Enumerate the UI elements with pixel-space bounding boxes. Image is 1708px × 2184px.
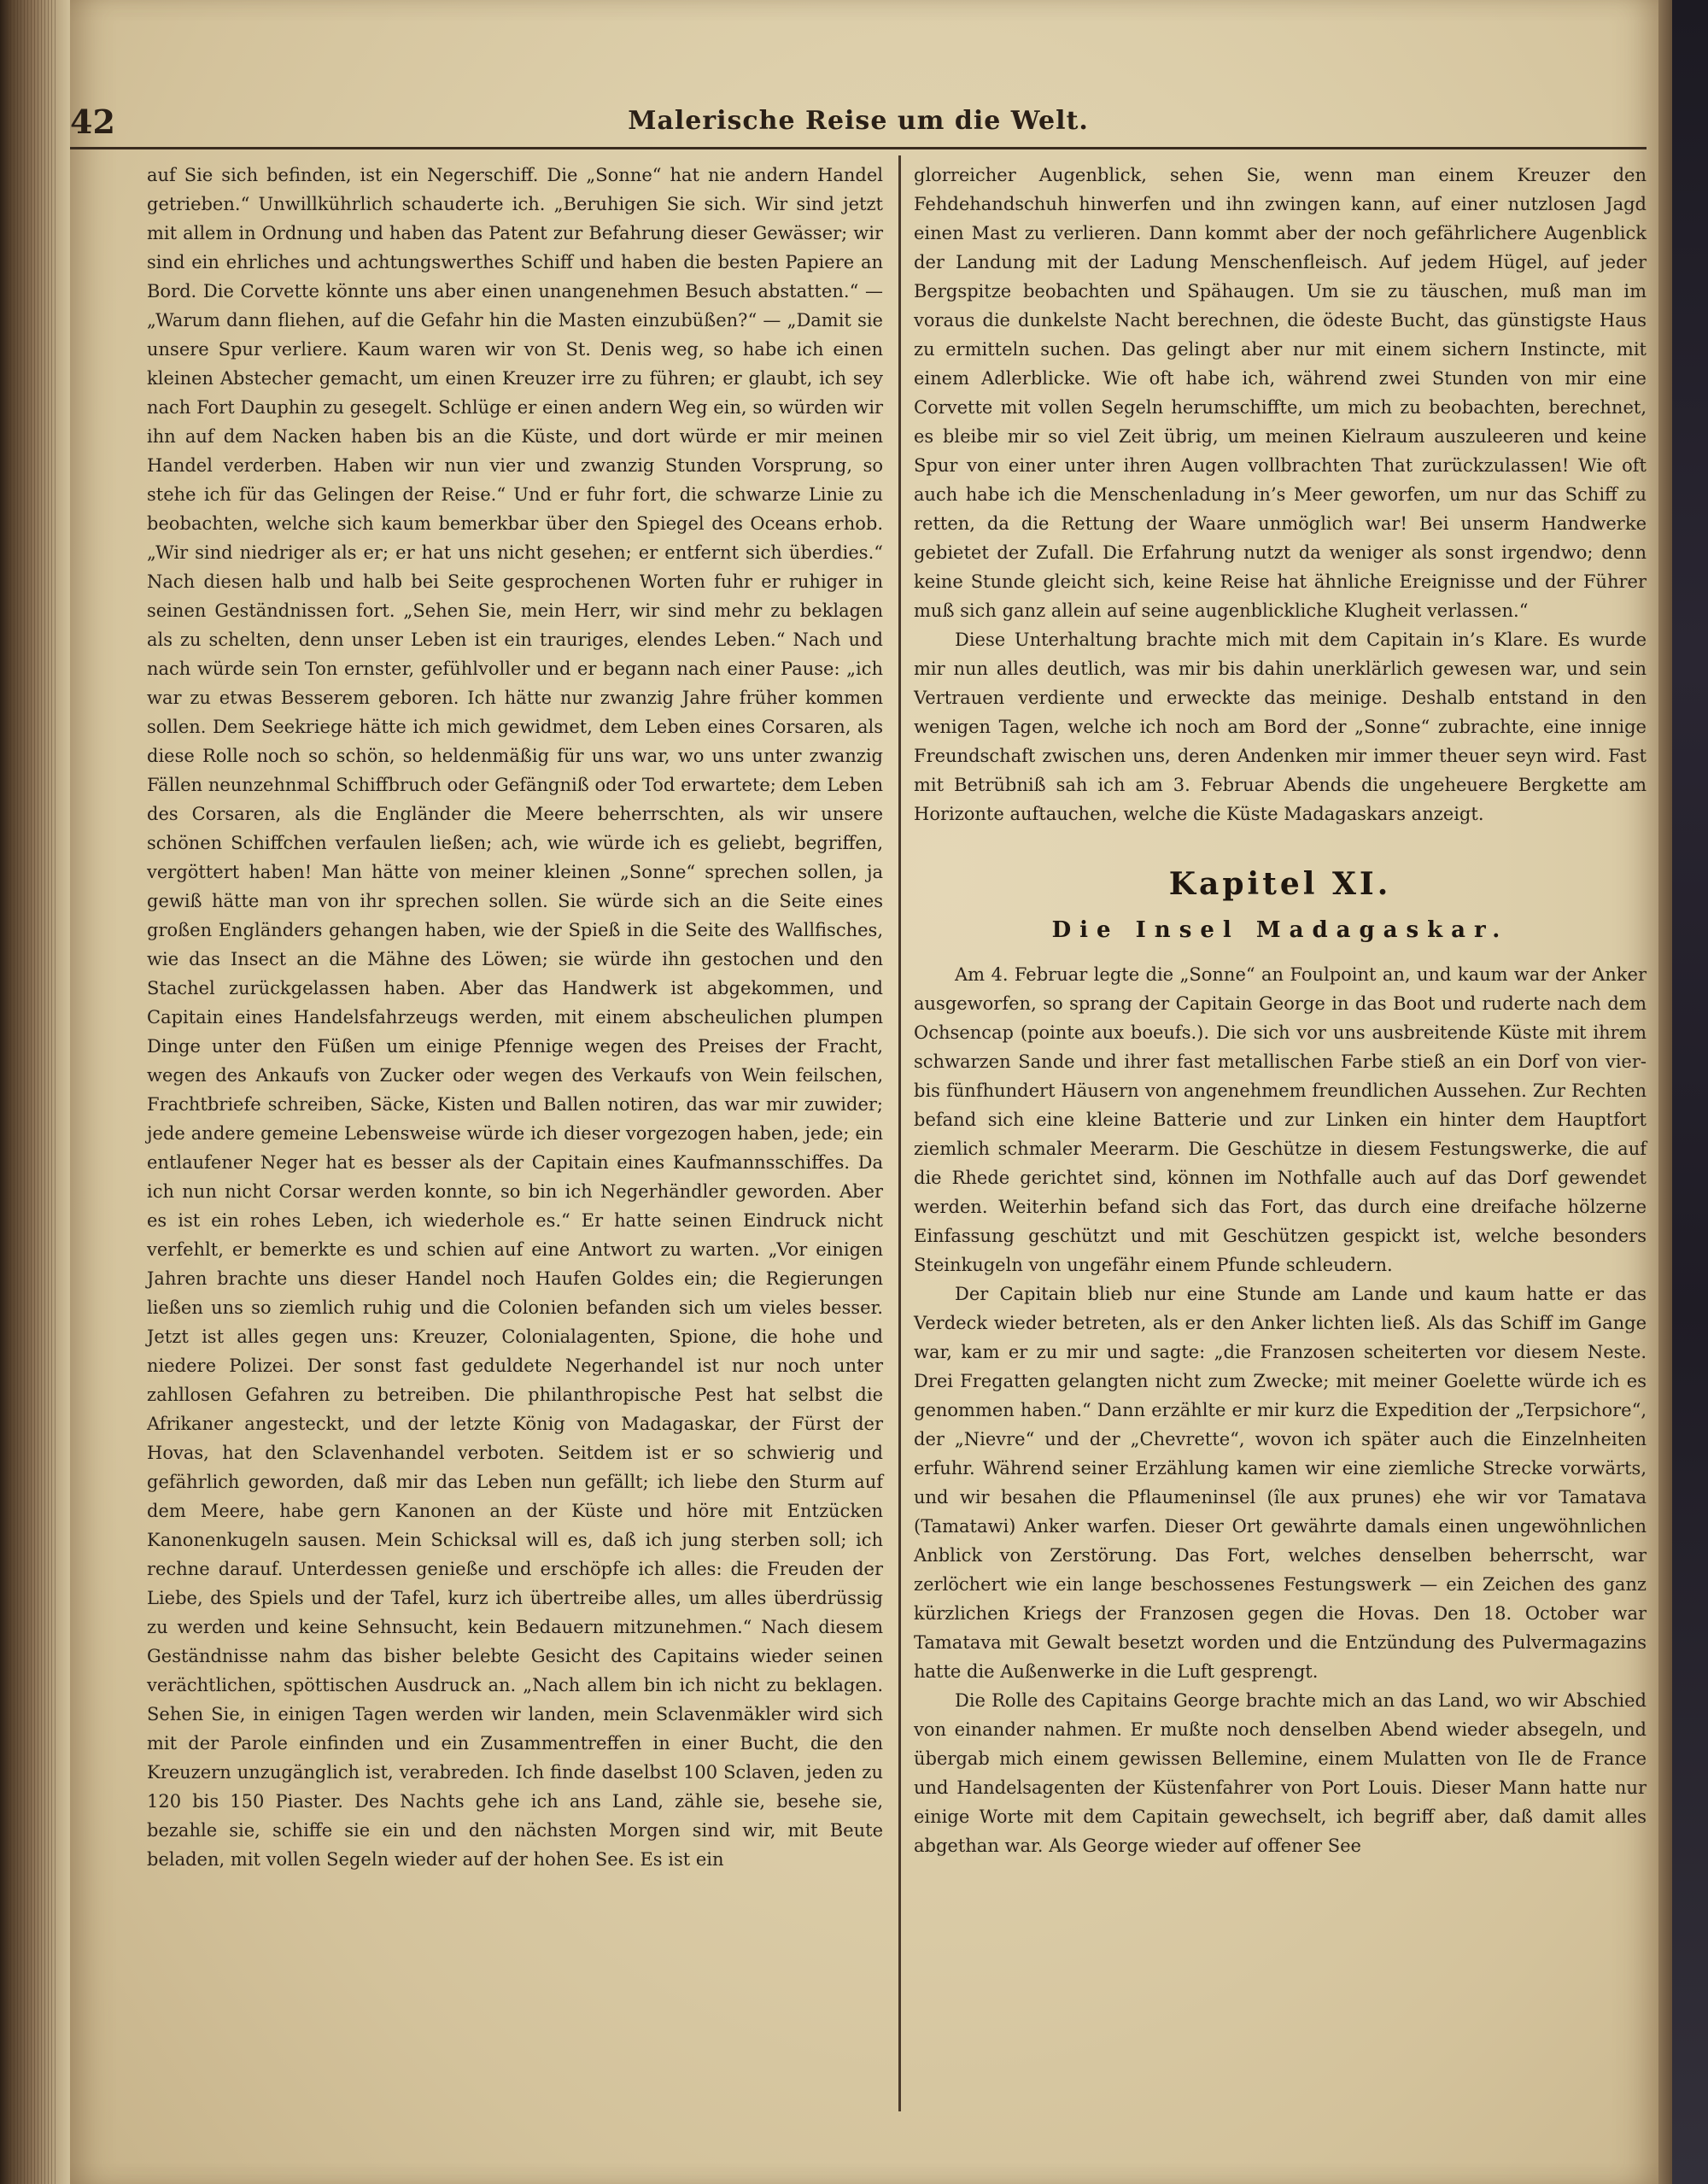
right-paragraph-1: glorreicher Augenblick, sehen Sie, wenn man einem Kreuzer den Fehdehandschuh hinwerfen und ihn zwingen kann, auf einer nutzlosen Jagd einen Mast zu verlieren. Dann kommt aber der noch gefährlichere Augenblick der Landung mit der Ladung Menschenfleisch. Auf jedem Hügel, auf jeder Bergspitze beobachten und Spähaugen. Um sie zu täuschen, muß man im voraus die dunkelste Nacht berechnen, die ödeste Bucht, das günstigste Haus zu ermitteln suchen. Das gelingt aber nur mit einem sichern Instincte, mit einem Adlerblicke. Wie oft habe ich, während zwei Stunden von mir eine Corvette mit vollen Segeln herumschiffte, um mich zu beobachten, berechnet, es bleibe mir so viel Zeit übrig, um meinen Kielraum auszuleeren und keine Spur von einer unter ihren Augen vollbrachten That zurückzulassen! Wie oft auch habe ich die Menschenladung in’s Meer geworfen, um nur das Schiff zu retten, da die Rettung der Waare unmöglich war! Bei unserm Handwerke gebietet der Zufall. Die Erfahrung nutzt da weniger als sonst irgendwo; denn keine Stunde gleicht sich, keine Reise hat ähnliche Ereignisse und der Führer muß sich ganz allein auf seine augenblickliche Klugheit verlassen.“	[914, 165, 1647, 621]
right-column	[914, 161, 1647, 1860]
page-number: 42	[70, 102, 115, 141]
book-binding	[1672, 0, 1708, 2184]
header-rule	[70, 147, 1647, 149]
right-paragraph-4: Der Capitain blieb nur eine Stunde am Lande und kaum hatte er das Verdeck wieder betreten, als er den Anker lichten ließ. Als das Schiff im Gange war, kam er zu mir und sagte: „die Franzosen scheiterten vor diesem Neste. Drei Fregatten gelangten nicht zum Zwecke; mit meiner Goelette würde ich es genommen haben.“ Dann erzählte er mir kurz die Expedition der „Terpsichore“, der „Nievre“ und der „Chevrette“, wovon ich später auch die Einzelnheiten erfuhr. Während seiner Erzählung kamen wir eine ziemliche Strecke vorwärts, und wir besahen die Pflaumeninsel (île aux prunes) ehe wir vor Tamatava (Tamatawi) Anker warfen. Dieser Ort gewährte damals einen ungewöhnlichen Anblick von Zerstörung. Das Fort, welches denselben beherrscht, war zerlöchert wie ein lange beschossenes Festungswerk — ein Zeichen des ganz kürzlichen Kriegs der Franzosen gegen die Hovas. Den 18. October war Tamatava mit Gewalt besetzt worden und die Entzündung des Pulvermagazins hatte die Außenwerke in die Luft gesprengt.	[914, 1284, 1647, 1682]
book-page-edges	[7, 0, 58, 2184]
chapter-title: Kapitel XI.	[1168, 866, 1392, 902]
right-paragraph-3: Am 4. Februar legte die „Sonne“ an Foulpoint an, und kaum war der Anker ausgeworfen, so sprang der Capitain George in das Boot und ruderte nach dem Ochsencap (pointe aux boeufs.). Die sich vor uns ausbreitende Küste mit ihrem schwarzen Sande und ihrer fast metallischen Farbe stieß an ein Dorf von vier- bis fünfhundert Häusern von angenehmem freundlichen Aussehen. Zur Rechten befand sich eine kleine Batterie und zur Linken ein hinter dem Hauptfort ziemlich schmaler Meerarm. Die Geschütze in diesem Festungswerke, die auf die Rhede gerichtet sind, können im Nothfalle auch auf das Dorf gewendet werden. Weiterhin befand sich das Fort, das durch eine dreifache hölzerne Einfassung geschützt und mit Geschützen gespickt ist, welche besonders Steinkugeln von ungefähr einem Pfunde schleudern.	[914, 964, 1647, 1275]
running-head: Malerische Reise um die Welt.	[628, 106, 1089, 136]
right-paragraph-5: Die Rolle des Capitains George brachte mich an das Land, wo wir Abschied von einander nahmen. Er mußte noch denselben Abend wieder absegeln, und übergab mich einem gewissen Bellemine, einem Mulatten von Ile de France und Handelsagenten der Küstenfahrer von Port Louis. Dieser Mann hatte nur einige Worte mit dem Capitain gewechselt, ich begriff aber, daß damit alles abgethan war. Als George wieder auf offener See	[914, 1690, 1647, 1856]
chapter-subtitle: Die Insel Madagaskar.	[1051, 917, 1509, 943]
right-paragraph-2: Diese Unterhaltung brachte mich mit dem Capitain in’s Klare. Es wurde mir nun alles deutlich, was mir bis dahin unerklärlich gewesen war, und sein Vertrauen verdiente und erweckte das meinige. Deshalb entstand in den wenigen Tagen, welche ich noch am Bord der „Sonne“ zubrachte, eine innige Freundschaft zwischen uns, deren Andenken mir immer theuer seyn wird. Fast mit Betrübniß sah ich am 3. Februar Abends die ungeheuere Bergkette am Horizonte auftauchen, welche die Küste Madagaskars anzeigt.	[914, 629, 1647, 824]
page-header	[70, 102, 1647, 150]
column-divider	[898, 155, 901, 2111]
left-paragraph-1: auf Sie sich befinden, ist ein Negerschiff. Die „Sonne“ hat nie andern Handel getrieben.“ Unwillkührlich schauderte ich. „Beruhigen Sie sich. Wir sind jetzt mit allem in Ordnung und haben das Patent zur Befahrung dieser Gewässer; wir sind ein ehrliches und achtungswerthes Schiff und haben die besten Papiere an Bord. Die Corvette könnte uns aber einen unangenehmen Besuch abstatten.“ — „Warum dann fliehen, auf die Gefahr hin die Masten einzubüßen?“ — „Damit sie unsere Spur verliere. Kaum waren wir von St. Denis weg, so habe ich einen kleinen Abstecher gemacht, um einen Kreuzer irre zu führen; er glaubt, ich sey nach Fort Dauphin zu gesegelt. Schlüge er einen andern Weg ein, so würden wir ihn auf dem Nacken haben bis an die Küste, und dort würde er mir meinen Handel verderben. Haben wir nun vier und zwanzig Stunden Vorsprung, so stehe ich für das Gelingen der Reise.“ Und er fuhr fort, die schwarze Linie zu beobachten, welche sich kaum bemerkbar über den Spiegel des Oceans erhob. „Wir sind niedriger als er; er hat uns nicht gesehen; er entfernt sich überdies.“ Nach diesen halb und halb bei Seite gesprochenen Worten fuhr er ruhiger in seinen Geständnissen fort. „Sehen Sie, mein Herr, wir sind mehr zu beklagen als zu schelten, denn unser Leben ist ein trauriges, elendes Leben.“ Nach und nach würde sein Ton ernster, gefühlvoller und er begann nach einer Pause: „ich war zu etwas Besserem geboren. Ich hätte nur zwanzig Jahre früher kommen sollen. Dem Seekriege hätte ich mich gewidmet, dem Leben eines Corsaren, als diese Rolle noch so schön, so heldenmäßig für uns war, wo uns unter zwanzig Fällen neunzehnmal Schiffbruch oder Gefängniß oder Tod erwartete; dem Leben des Corsaren, als die Engländer die Meere beherrschten, als wir unsere schönen Schiffchen verfaulen ließen; ach, wie würde ich es geliebt, begriffen, vergöttert haben! Man hätte von meiner kleinen „Sonne“ sprechen sollen, ja gewiß hätte man von ihr sprechen sollen. Sie würde sich an die Seite eines großen Engländers gehangen haben, wie der Spieß in die Seite des Wallfisches, wie das Insect an die Mähne des Löwen; sie würde ihn gestochen und den Stachel zurückgelassen haben. Aber das Handwerk ist abgekommen, und Capitain eines Handelsfahrzeugs werden, mit einem abscheulichen plumpen Dinge unter den Füßen um einige Pfennige wegen des Preises der Fracht, wegen des Ankaufs von Zucker oder wegen des Verkaufs von Wein feilschen, Frachtbriefe schreiben, Säcke, Kisten und Ballen notiren, das war mir zuwider; jede andere gemeine Lebensweise würde ich dieser vorgezogen haben, jede; ein entlaufener Neger hat es besser als der Capitain eines Kaufmannsschiffes. Da ich nun nicht Corsar werden konnte, so bin ich Negerhändler geworden. Aber es ist ein rohes Leben, ich wiederhole es.“ Er hatte seinen Eindruck nicht verfehlt, er bemerkte es und schien auf eine Antwort zu warten. „Vor einigen Jahren brachte uns dieser Handel noch Haufen Goldes ein; die Regierungen ließen uns so ziemlich ruhig und die Colonien befanden sich um vieles besser. Jetzt ist alles gegen uns: Kreuzer, Colonialagenten, Spione, die hohe und niedere Polizei. Der sonst fast geduldete Negerhandel ist nur noch unter zahllosen Gefahren zu betreiben. Die philanthropische Pest hat selbst die Afrikaner angesteckt, und der letzte König von Madagaskar, der Fürst der Hovas, hat den Sclavenhandel verboten. Seitdem ist er so schwierig und gefährlich geworden, daß mir das Leben nun gefällt; ich liebe den Sturm auf dem Meere, habe gern Kanonen an der Küste und höre mit Entzücken Kanonenkugeln sausen. Mein Schicksal will es, daß ich jung sterben soll; ich rechne darauf. Unterdessen genieße und erschöpfe ich alles: die Freuden der Liebe, des Spiels und der Tafel, kurz ich übertreibe alles, um alles überdrüssig zu werden und keine Sehnsucht, kein Bedauern mitzunehmen.“ Nach diesem Geständnisse nahm das bisher belebte Gesicht des Capitains wieder seinen verächtlichen, spöttischen Ausdruck an. „Nach allem bin ich nicht zu beklagen. Sehen Sie, in einigen Tagen werden wir landen, mein Sclavenmäkler wird sich mit der Parole einfinden und ein Zusammentreffen in einer Bucht, die den Kreuzern unzugänglich ist, verabreden. Ich finde daselbst 100 Sclaven, jeden zu 120 bis 150 Piaster. Des Nachts gehe ich ans Land, zähle sie, besehe sie, bezahle sie, schiffe sie ein und den nächsten Morgen sind wir, mit Beute beladen, mit vollen Segeln wieder auf der hohen See. Es ist ein	[147, 165, 883, 1870]
left-column	[147, 161, 883, 1874]
